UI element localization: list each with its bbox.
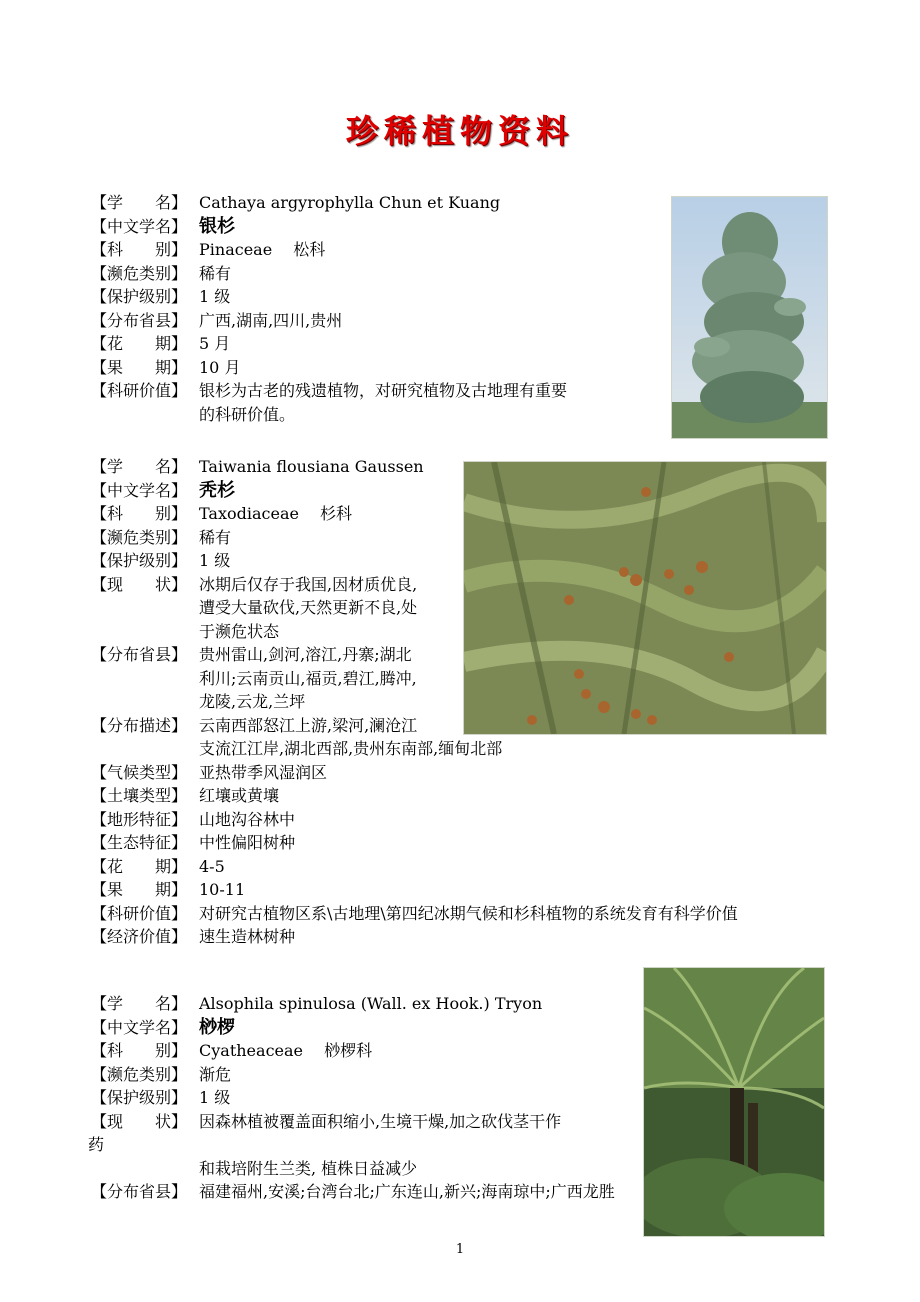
field-value: 稀有 [199, 527, 232, 547]
field-row [91, 191, 567, 215]
field-value: 10 月 [199, 357, 241, 377]
field-value: 贵州雷山,剑河,溶江,丹寨;湖北 [199, 645, 412, 664]
field-continuation: 龙陵,云龙,兰坪 [199, 692, 306, 711]
field-continuation: 遭受大量砍伐,天然更新不良,处 [199, 598, 418, 617]
field-value: 福建福州,安溪;台湾台北;广东连山,新兴;海南琼中;广西龙胜 [199, 1182, 615, 1201]
field-continuation: 支流江江岸,湖北西部,贵州东南部,缅甸北部 [199, 739, 503, 758]
chinese-name: 银杉 [199, 215, 235, 237]
field-value: 红壤或黄壤 [199, 786, 280, 805]
field-row [91, 1086, 615, 1110]
field-value: Taiwania flousiana Gaussen [199, 457, 424, 476]
field-label: 【科研价值】 [91, 903, 188, 923]
field-label: 【科 别】 [91, 1041, 188, 1060]
field-value: 1 级 [199, 287, 231, 306]
field-row [91, 902, 738, 926]
field-continuation: 和栽培附生兰类, 植株日益减少 [199, 1158, 418, 1178]
plant-entry-alsophila [88, 992, 615, 1204]
field-label: 【学 名】 [91, 994, 188, 1013]
field-value: 1 级 [199, 551, 231, 570]
field-value: 云南西部怒江上游,梁河,澜沧江 [199, 715, 418, 735]
field-row [91, 1039, 615, 1063]
field-label: 【学 名】 [91, 457, 188, 476]
field-row [91, 808, 738, 832]
field-label: 【科 别】 [91, 240, 188, 259]
plant-entry-cathaya [91, 191, 567, 426]
field-value: 渐危 [199, 1064, 232, 1084]
field-label: 【分布省县】 [91, 645, 188, 664]
field-label: 【经济价值】 [91, 927, 188, 946]
field-label: 【现 状】 [91, 574, 188, 594]
field-value: 山地沟谷林中 [199, 809, 296, 829]
field-continuation: 的科研价值。 [199, 404, 296, 424]
field-label: 【濒危类别】 [91, 263, 188, 283]
field-value: 中性偏阳树种 [199, 833, 296, 852]
field-row [91, 332, 567, 356]
field-row [91, 1180, 615, 1204]
field-label: 【分布描述】 [91, 715, 188, 735]
field-label: 【中文学名】 [91, 480, 188, 500]
field-row [91, 356, 567, 380]
field-row [91, 855, 738, 879]
chinese-name: 秃杉 [199, 479, 235, 501]
field-row [91, 1016, 615, 1040]
page-title: 珍稀植物资料 [345, 112, 574, 150]
field-value: 亚热带季风湿润区 [199, 762, 328, 782]
field-label: 【分布省县】 [91, 310, 188, 330]
field-label: 【花 期】 [91, 856, 188, 876]
field-value: Pinaceae 松科 [199, 240, 326, 259]
field-label: 【中文学名】 [91, 1017, 188, 1037]
alsophila-photo [643, 967, 825, 1237]
field-value: 1 级 [199, 1088, 231, 1107]
field-row [91, 285, 567, 309]
field-row [91, 309, 567, 333]
field-value: 5 月 [199, 334, 231, 353]
field-continuation: 利川;云南贡山,福贡,碧江,腾冲, [199, 668, 417, 688]
field-row [91, 1110, 615, 1134]
field-row [91, 878, 738, 902]
field-value: 因森林植被覆盖面积缩小,生境干燥,加之砍伐茎干作 [199, 1111, 562, 1131]
field-label: 【保护级别】 [91, 1088, 188, 1107]
field-label: 【现 状】 [91, 1111, 188, 1131]
field-label: 【生态特征】 [91, 833, 188, 852]
field-label: 【中文学名】 [91, 216, 188, 236]
field-value: Alsophila spinulosa (Wall. ex Hook.) Tryon [199, 994, 543, 1013]
field-row [91, 761, 738, 785]
field-value: 对研究古植物区系\古地理\第四纪冰期气候和杉科植物的系统发育有科学价值 [199, 903, 738, 923]
field-value: 银杉为古老的残遗植物，对研究植物及古地理有重要 [199, 381, 568, 400]
field-row [91, 784, 738, 808]
field-value: Taxodiaceae 杉科 [199, 504, 353, 523]
field-value: 4-5 [199, 856, 225, 876]
field-label: 【土壤类型】 [91, 786, 188, 805]
field-row [91, 992, 615, 1016]
field-label: 【果 期】 [91, 357, 188, 377]
field-row [91, 1063, 615, 1087]
page-number: 1 [455, 1242, 465, 1257]
field-row [91, 262, 567, 286]
field-label: 【科 别】 [91, 504, 188, 523]
field-continuation: 于濒危状态 [199, 621, 280, 641]
field-wrap-char: 药 [88, 1135, 105, 1154]
field-value: 10-11 [199, 880, 246, 899]
cathaya-photo [671, 196, 828, 439]
field-row [91, 925, 738, 949]
field-value: 广西,湖南,四川,贵州 [199, 310, 343, 330]
taiwania-photo [463, 461, 827, 735]
field-label: 【保护级别】 [91, 287, 188, 306]
field-label: 【濒危类别】 [91, 1064, 188, 1084]
field-label: 【保护级别】 [91, 551, 188, 570]
field-value: 稀有 [199, 263, 232, 283]
field-row [91, 831, 738, 855]
field-label: 【濒危类别】 [91, 527, 188, 547]
field-value: 冰期后仅存于我国,因材质优良, [199, 574, 418, 594]
field-label: 【地形特征】 [91, 809, 188, 829]
field-label: 【花 期】 [91, 334, 188, 353]
field-label: 【果 期】 [91, 880, 188, 899]
field-value: Cathaya argyrophylla Chun et Kuang [199, 193, 501, 212]
field-value: 速生造林树种 [199, 927, 296, 946]
field-row [91, 379, 567, 403]
chinese-name: 桫椤 [199, 1016, 235, 1038]
field-label: 【气候类型】 [91, 762, 188, 782]
field-label: 【学 名】 [91, 193, 188, 212]
field-row [91, 215, 567, 239]
field-row [91, 238, 567, 262]
field-label: 【分布省县】 [91, 1182, 188, 1201]
field-value: Cyatheaceae 桫椤科 [199, 1041, 373, 1060]
field-label: 【科研价值】 [91, 381, 188, 400]
